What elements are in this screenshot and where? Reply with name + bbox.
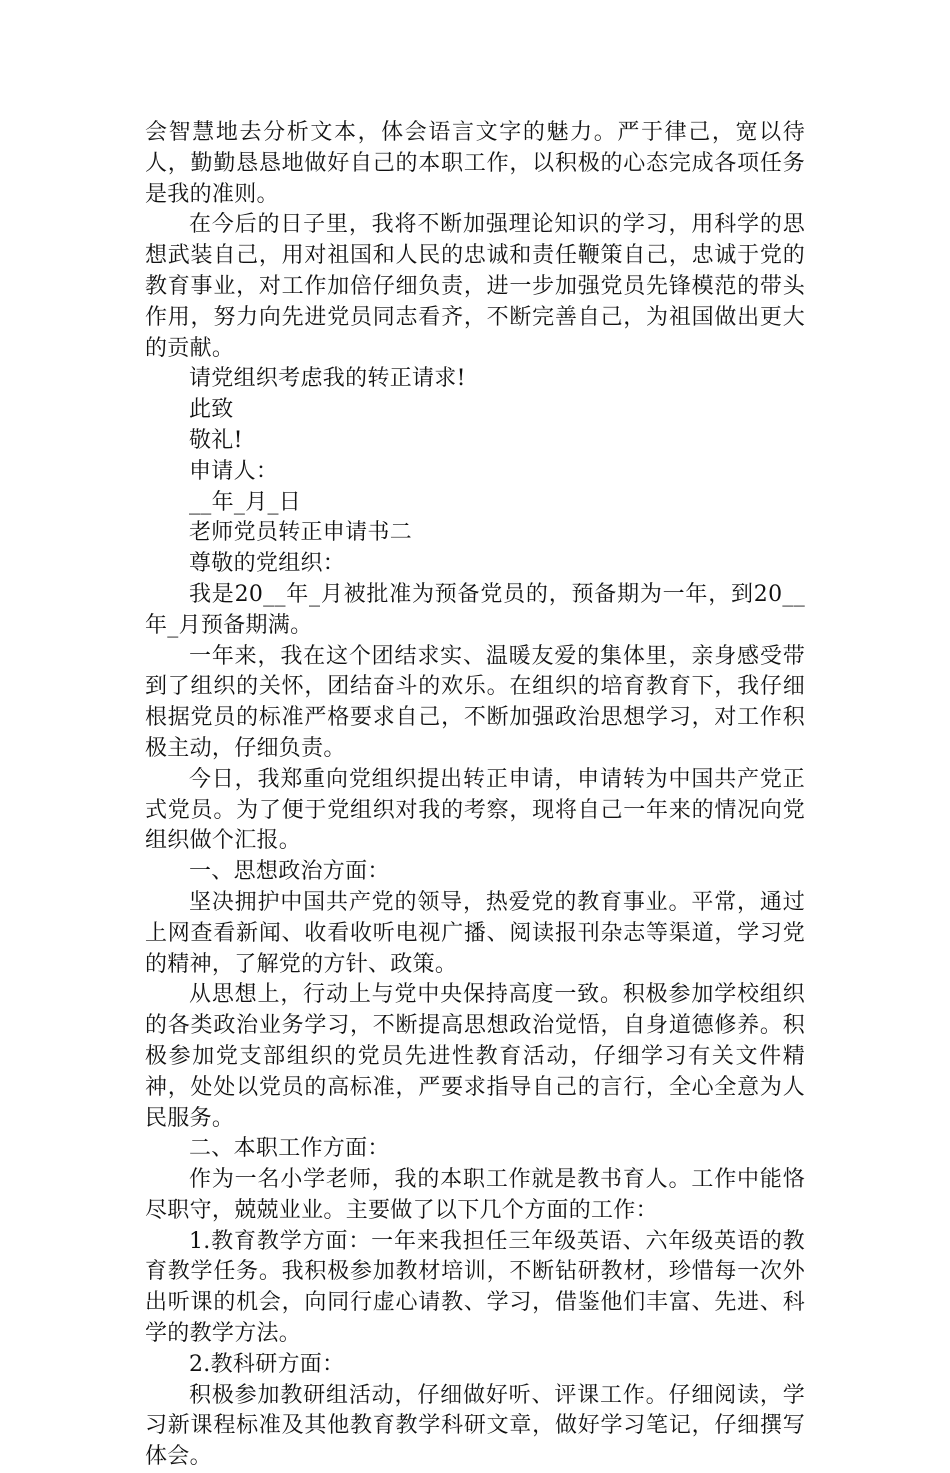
applicant-label: 申请人： [189,458,279,484]
paragraph-year-review: 一年来，我在这个团结求实、温暖友爱的集体里，亲身感受带到了组织的关怀，团结奋斗的欢乐。在组织的培育教育下，我仔细根据党员的标准严格要求自己，不断加强政治思想学习，对工作积极主动，仔细负责。 [145,643,805,761]
letter-greeting: 尊敬的党组织： [189,551,346,577]
section-heading-work: 二、本职工作方面： [189,1136,390,1162]
second-letter-title: 老师党员转正申请书二 [189,520,413,546]
paragraph-teaching: 1.教育教学方面：一年来我担任三年级英语、六年级英语的教育教学任务。我积极参加教材培训，不断钻研教材，珍惜每一次外出听课的机会，向同行虚心请教、学习，借鉴他们丰富、先进、科学的教学方法。 [145,1228,805,1347]
document-page [145,118,805,1473]
date-line: __年_月_日 [189,489,302,515]
paragraph-work-intro: 作为一名小学老师，我的本职工作就是教书育人。工作中能恪尽职守，兢兢业业。主要做了以下几个方面的工作： [145,1167,805,1223]
paragraph-continuation: 会智慧地去分析文本，体会语言文字的魅力。严于律己，宽以待人，勤勤恳恳地做好自己的本职工作，以积极的心态完成各项任务是我的准则。 [145,120,805,207]
paragraph-probation-period: 我是20__年_月被批准为预备党员的，预备期为一年，到20__年_月预备期满。 [145,581,805,638]
paragraph-future-plans: 在今后的日子里，我将不断加强理论知识的学习，用科学的思想武装自己，用对祖国和人民的忠诚和责任鞭策自己，忠诚于党的教育事业，对工作加倍仔细负责，进一步加强党员先锋模范的带头作用，努力向先进党员同志看齐，不断完善自己，为祖国做出更大的贡献。 [145,212,805,361]
paragraph-political-2: 从思想上，行动上与党中央保持高度一致。积极参加学校组织的各类政治业务学习，不断提高思想政治觉悟，自身道德修养。积极参加党支部组织的党员先进性教育活动，仔细学习有关文件精神，处处以党员的高标准，严要求指导自己的言行，全心全意为人民服务。 [145,982,805,1131]
closing-regards: 敬礼! [189,427,243,453]
paragraph-political-1: 坚决拥护中国共产党的领导，热爱党的教育事业。平常，通过上网查看新闻、收看收听电视广播、阅读报刊杂志等渠道，学习党的精神，了解党的方针、政策。 [145,889,805,977]
closing-salutation: 此致 [189,397,234,423]
paragraph-research: 积极参加教研组活动，仔细做好听、评课工作。仔细阅读，学习新课程标准及其他教育教学科研文章，做好学习笔记，仔细撰写体会。 [145,1382,805,1470]
paragraph-application: 今日，我郑重向党组织提出转正申请，申请转为中国共产党正式党员。为了便于党组织对我的考察，现将自己一年来的情况向党组织做个汇报。 [145,766,805,854]
section-heading-political: 一、思想政治方面： [189,859,390,885]
subheading-research: 2.教科研方面： [189,1351,345,1377]
paragraph-request: 请党组织考虑我的转正请求! [189,366,466,392]
